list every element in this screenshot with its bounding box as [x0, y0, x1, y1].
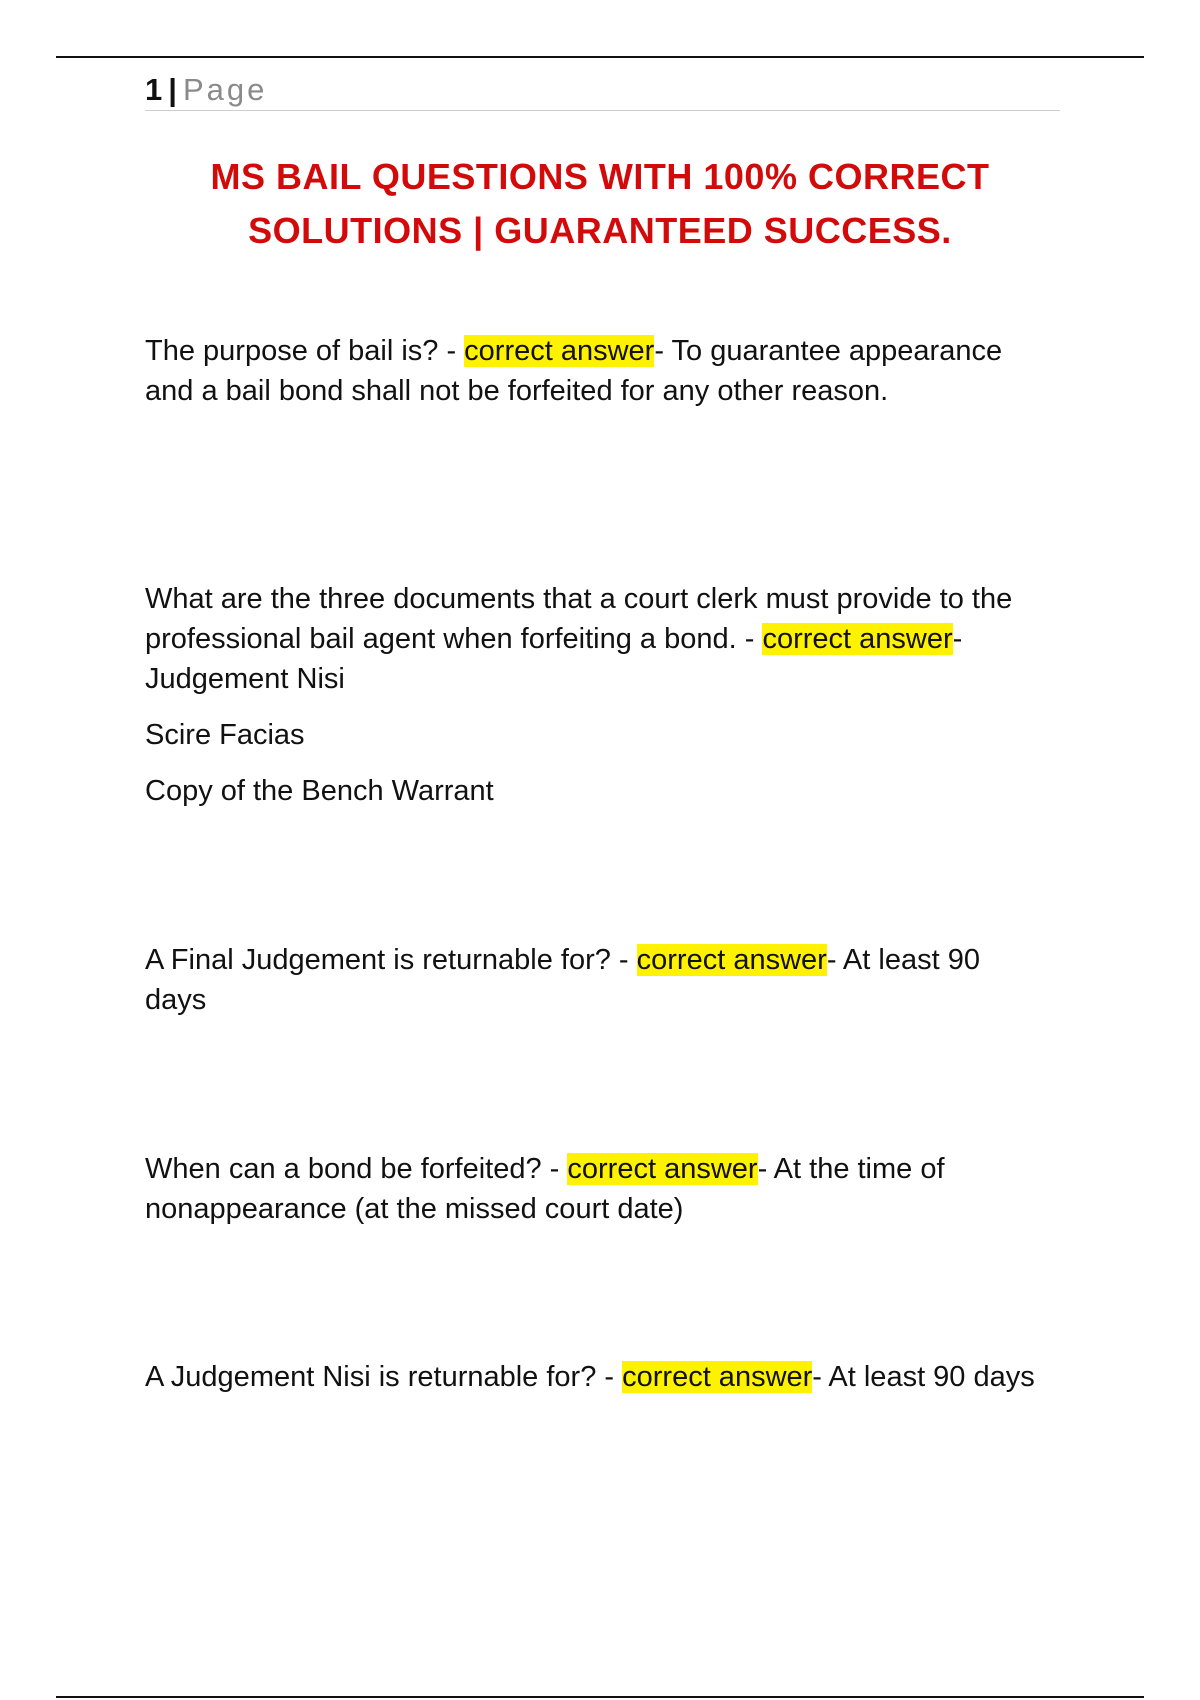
qa-item: [145, 579, 1045, 811]
page-label: Page: [182, 72, 268, 107]
correct-answer-marker: correct answer: [622, 1361, 813, 1393]
correct-answer-marker: correct answer: [464, 335, 655, 367]
correct-answer-marker: correct answer: [567, 1153, 758, 1185]
qa-item: [145, 1149, 1045, 1229]
answer-extra-line: Copy of the Bench Warrant: [145, 775, 494, 807]
qa-item: [145, 1357, 1045, 1397]
bottom-rule: [56, 1696, 1144, 1698]
top-rule: [56, 56, 1144, 58]
answer-text: - At the time of nonappearance (at the missed court date): [145, 1153, 945, 1225]
qa-text: [145, 579, 1045, 699]
answer-extra-line: Scire Facias: [145, 719, 305, 751]
qa-text: [145, 331, 1045, 411]
question-text: When can a bond be forfeited? -: [145, 1153, 568, 1185]
title-line-2: SOLUTIONS | GUARANTEED SUCCESS.: [248, 210, 952, 251]
title-line-1: MS BAIL QUESTIONS WITH 100% CORRECT: [210, 156, 990, 197]
qa-text: [145, 1149, 1045, 1229]
answer-text: - At least 90 days: [145, 944, 980, 1016]
answer-text: - At least 90 days: [812, 1361, 1035, 1393]
question-text: What are the three documents that a court clerk must provide to the professional bail agent when forfeiting a bond. -: [145, 583, 1013, 655]
qa-text: [145, 940, 1045, 1020]
correct-answer-marker: correct answer: [636, 944, 827, 976]
qa-item: [145, 940, 1045, 1020]
document-title: [120, 150, 1080, 258]
page-number: 1: [145, 72, 163, 107]
answer-text: - Judgement Nisi: [145, 623, 963, 695]
qa-item: [145, 331, 1045, 411]
qa-text: [145, 1357, 1045, 1397]
page-separator: |: [168, 72, 177, 107]
question-text: A Final Judgement is returnable for? -: [145, 944, 637, 976]
question-text: The purpose of bail is? -: [145, 335, 465, 367]
correct-answer-marker: correct answer: [762, 623, 953, 655]
answer-text: - To guarantee appearance and a bail bond shall not be forfeited for any other reason.: [145, 335, 1003, 407]
page-header: [145, 70, 1060, 111]
question-text: A Judgement Nisi is returnable for? -: [145, 1361, 623, 1393]
